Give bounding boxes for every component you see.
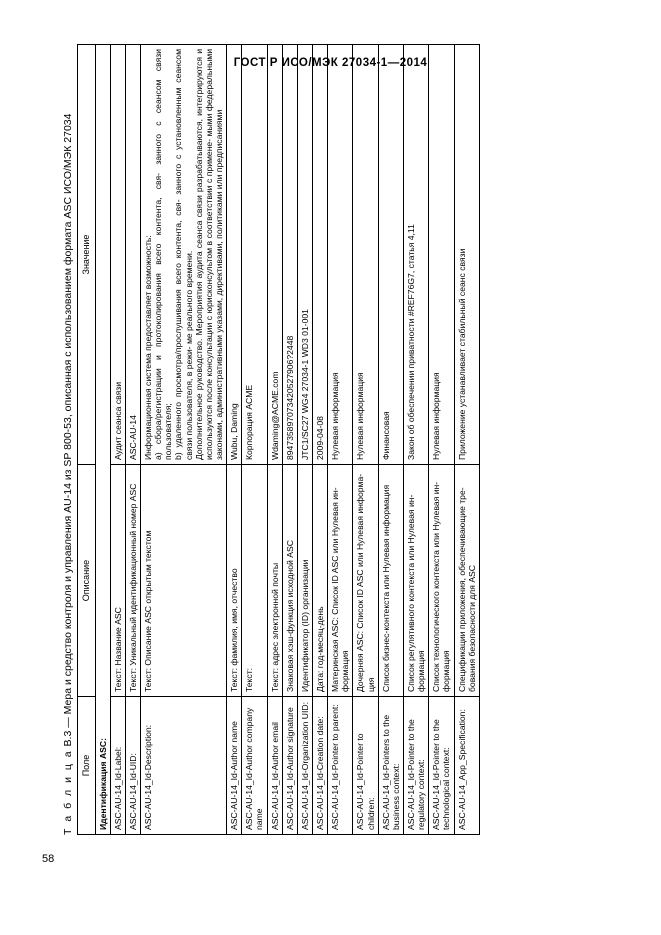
column-header-field: Поле	[78, 697, 96, 835]
cell-description: Знаковая хэш-функция исходной ASC	[282, 465, 297, 697]
page-number: 58	[42, 853, 55, 865]
table-caption	[62, 45, 74, 835]
cell-field: ASC-AU-14_Id-Label:	[110, 697, 125, 835]
cell-description: Идентификатор (ID) организации	[297, 465, 312, 697]
cell-value: Корпорация ACME	[242, 45, 267, 465]
table-caption-text: — Мера и средство контроля и управления AU-14 из SP 800-53, описанная с использованием формата ASC ИСО/МЭК 27034	[62, 113, 74, 728]
table-header-row	[78, 45, 96, 835]
table-caption-prefix: Т а б л и ц а	[62, 749, 74, 835]
cell-description: Текст: адрес электронной почты	[267, 465, 282, 697]
cell-description: Дочерняя ASC: Список ID ASC или Нулевая информа- ция	[353, 465, 378, 697]
table-row	[403, 45, 428, 835]
asc-table	[77, 44, 480, 835]
cell-field: ASC-AU-14_Id-Pointer to parent:	[328, 697, 353, 835]
cell-value: 2009-04-08	[313, 45, 328, 465]
cell-field: ASC-AU-14_Id-Author company name	[242, 697, 267, 835]
cell-value: ASC-AU-14	[125, 45, 140, 465]
cell-description: Дата: год-месяц-день	[313, 465, 328, 697]
cell-description: Текст: Описание ASC открытым текстом	[141, 465, 227, 697]
cell-description: Спецификации приложения, обеспечивающие тре- бования безопасности для ASC	[454, 465, 479, 697]
cell-description: Список регулятивного контекста или Нулевая ин- формация	[403, 465, 428, 697]
cell-value: Закон об обеспечении приватности #REF76G7, статья 4,11	[403, 45, 428, 465]
cell-value: JTC1/SC27 WG4 27034-1 WD3 01-001	[297, 45, 312, 465]
column-header-value: Значение	[78, 45, 96, 465]
cell-value: Wubu, Daming	[227, 45, 242, 465]
cell-description: Текст: Уникальный идентификационный номер ASC	[125, 465, 140, 697]
cell-value: Нулевая информация	[328, 45, 353, 465]
table-row	[297, 45, 312, 835]
cell-value: Нулевая информация	[429, 45, 454, 465]
table-body	[95, 45, 479, 835]
cell-value: 894735897073420527906?2448	[282, 45, 297, 465]
cell-field: ASC-AU-14_Id-Description:	[141, 697, 227, 835]
table-row	[242, 45, 267, 835]
cell-value: Wdaming@ACME.com	[267, 45, 282, 465]
cell-value: Информационная система предоставляет возможность: a) сбора/регистрации и протоколирования всего контента, свя- занного с сеансом связи пользователя; b) удаленного просмотра/прослушивания всего контента, свя- занного с установленным сеансом связи пользователя, в режи- ме реального времени. Дополнительное руководство. Мероприятия аудита сеанса связи разрабатываются, интегрируются и используются после консультации с юрисконсультом в соответствии с примене- мыми федеральными законами, административными указами, директивами, политиками или предписаниями	[141, 45, 227, 465]
table-row	[313, 45, 328, 835]
table-row	[110, 45, 125, 835]
page-header-standard: ГОСТ Р ИСО/МЭК 27034-1—2014	[233, 57, 428, 69]
cell-field: ASC-AU-14_Id-Author signature	[282, 697, 297, 835]
cell-description: Текст: Название ASC	[110, 465, 125, 697]
table-caption-number: В.3	[62, 730, 74, 747]
table-row	[454, 45, 479, 835]
cell-field: ASC-AU-14_Id-Pointer to the regulatory context:	[403, 697, 428, 835]
cell-field: ASC-AU-14_Id-Pointer to children:	[353, 697, 378, 835]
cell-field: ASC-AU-14_Id-Pointer to the technological context:	[429, 697, 454, 835]
cell-field: ASC-AU-14_Id-Pointers to the business context:	[378, 697, 403, 835]
table-row	[282, 45, 297, 835]
cell-field: ASC-AU-14_Id-Creation date:	[313, 697, 328, 835]
cell-description: Список бизнес-контекста или Нулевая информация	[378, 465, 403, 697]
table-section-row	[95, 45, 110, 835]
table-row	[328, 45, 353, 835]
cell-value: Финансовая	[378, 45, 403, 465]
cell-value: Приложение устанавливает стабильный сеанс связи	[454, 45, 479, 465]
table-row	[141, 45, 227, 835]
cell-description: Список технологического контекста или Нулевая ин- формация	[429, 465, 454, 697]
table-row	[353, 45, 378, 835]
cell-value: Нулевая информация	[353, 45, 378, 465]
column-header-description: Описание	[78, 465, 96, 697]
cell-description: Текст: фамилия, имя, отчество	[227, 465, 242, 697]
cell-field: ASC-AU-14_Id-Author email	[267, 697, 282, 835]
table-row	[267, 45, 282, 835]
cell-field: ASC-AU-14_Id-UID:	[125, 697, 140, 835]
table-row	[125, 45, 140, 835]
cell-description: Текст:	[242, 465, 267, 697]
table-row	[429, 45, 454, 835]
cell-value: Аудит сеанса связи	[110, 45, 125, 465]
table-row	[227, 45, 242, 835]
cell-field: ASC-AU-14_App_Specification:	[454, 697, 479, 835]
section-label: Идентификация ASC:	[95, 45, 110, 835]
cell-field: ASC-AU-14_Id-Organization UID:	[297, 697, 312, 835]
table-row	[378, 45, 403, 835]
cell-field: ASC-AU-14_Id-Author name	[227, 697, 242, 835]
cell-description: Материнская ASC: Список ID ASC или Нулевая ин- формация	[328, 465, 353, 697]
